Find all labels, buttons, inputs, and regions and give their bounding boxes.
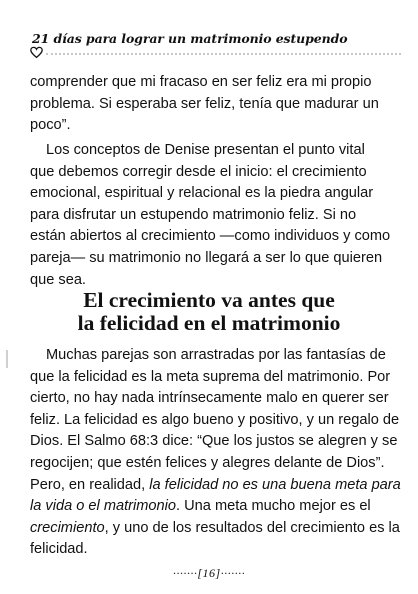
- italic-run: crecimiento: [30, 519, 105, 536]
- text-line: feliz. La felicidad es algo bueno y positivo, y un regalo de: [30, 411, 400, 428]
- text-line: están abiertos al crecimiento —como individuos y como: [30, 228, 391, 245]
- scan-artifact: [6, 350, 8, 368]
- text-line: Dios. El Salmo 68:3 dice: “Que los justos se alegren y se: [30, 433, 398, 450]
- text-line: felicidad.: [30, 541, 88, 558]
- text-line: pareja— su matrimonio no llegará a ser lo que quieren: [30, 249, 383, 266]
- text-line: emocional, espiritual y relacional es la piedra angular: [30, 185, 374, 202]
- section-heading: [20, 289, 398, 335]
- heading-line: la felicidad en el matrimonio: [77, 311, 341, 335]
- text-line: cierto, no hay nada intrínsecamente malo en querer ser: [30, 390, 389, 407]
- text-line: regocijen; que estén felices y alegres delante de Dios”.: [30, 454, 385, 471]
- heading-line: El crecimiento va antes que: [83, 288, 335, 312]
- text-line: Los conceptos de Denise presentan el punto vital: [46, 142, 365, 158]
- text-line: [30, 475, 401, 497]
- paragraph-continued: [30, 72, 392, 137]
- paragraph-growth-before-happiness: [30, 345, 401, 561]
- running-head-rule: [46, 53, 401, 55]
- text-run: , y uno de los resultados del crecimiento es la: [104, 519, 400, 536]
- running-head: 21 días para lograr un matrimonio estupendo: [32, 31, 348, 46]
- text-line: para disfrutar un estupendo matrimonio feliz. Si no: [30, 206, 357, 223]
- text-run: . Una meta mucho mejor es el: [176, 498, 371, 515]
- text-run: Pero, en realidad,: [30, 476, 150, 493]
- text-line: poco”.: [30, 117, 71, 134]
- italic-run: la vida o el matrimonio: [30, 498, 177, 515]
- text-line: problema. Si esperaba ser feliz, tenía que madurar un: [30, 95, 379, 112]
- italic-run: la felicidad no es una buena meta para: [149, 476, 401, 493]
- page-number: ·······[16]·······: [172, 566, 246, 580]
- text-line: que debemos corregir desde el inicio: el crecimiento: [30, 163, 367, 180]
- text-line: [30, 518, 400, 540]
- text-line: comprender que mi fracaso en ser feliz era mi propio: [30, 74, 372, 90]
- heart-outline-icon: [30, 46, 43, 59]
- paragraph-denise-concepts: [30, 140, 392, 291]
- text-line: [30, 496, 392, 518]
- text-line: que la felicidad es la meta suprema del matrimonio. Por: [30, 368, 391, 385]
- text-line: Muchas parejas son arrastradas por las fantasías de: [46, 347, 386, 363]
- text-line: que sea.: [30, 271, 86, 288]
